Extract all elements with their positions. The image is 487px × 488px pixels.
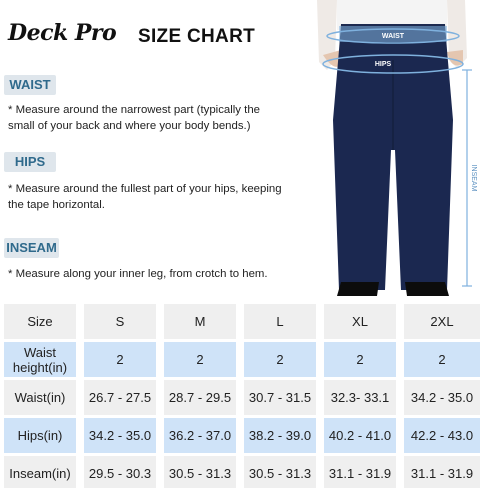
header-cell-size: Size bbox=[4, 304, 76, 339]
cell-hips-m: 36.2 - 37.0 bbox=[164, 418, 236, 453]
brand-logo: Deck Pro bbox=[8, 20, 117, 46]
cell-waist-m: 28.7 - 29.5 bbox=[164, 380, 236, 415]
inseam-tag: INSEAM bbox=[4, 238, 59, 258]
cell-hips-2xl: 42.2 - 43.0 bbox=[404, 418, 480, 453]
page-title: SIZE CHART bbox=[138, 26, 255, 47]
row-label-inseam: Inseam(in) bbox=[4, 456, 76, 488]
row-label-waist-height: Waist height(in) bbox=[4, 342, 76, 377]
header-cell-m: M bbox=[164, 304, 236, 339]
cell-waist-height-m: 2 bbox=[164, 342, 236, 377]
cell-hips-xl: 40.2 - 41.0 bbox=[324, 418, 396, 453]
waist-tag: WAIST bbox=[4, 75, 56, 95]
hips-tag: HIPS bbox=[4, 152, 56, 172]
cell-inseam-s: 29.5 - 30.3 bbox=[84, 456, 156, 488]
row-label-waist: Waist(in) bbox=[4, 380, 76, 415]
header-cell-xl: XL bbox=[324, 304, 396, 339]
cell-waist-s: 26.7 - 27.5 bbox=[84, 380, 156, 415]
cell-waist-l: 30.7 - 31.5 bbox=[244, 380, 316, 415]
cell-waist-2xl: 34.2 - 35.0 bbox=[404, 380, 480, 415]
header-cell-2xl: 2XL bbox=[404, 304, 480, 339]
inseam-figure-label: INSEAM bbox=[470, 164, 477, 192]
cell-inseam-2xl: 31.1 - 31.9 bbox=[404, 456, 480, 488]
row-label-hips: Hips(in) bbox=[4, 418, 76, 453]
waist-description: * Measure around the narrowest part (typically the small of your back and where your body bends.) bbox=[8, 104, 260, 132]
cell-waist-height-l: 2 bbox=[244, 342, 316, 377]
cell-waist-xl: 32.3- 33.1 bbox=[324, 380, 396, 415]
hips-figure-label: HIPS bbox=[374, 61, 392, 68]
cell-waist-height-2xl: 2 bbox=[404, 342, 480, 377]
cell-hips-l: 38.2 - 39.0 bbox=[244, 418, 316, 453]
cell-waist-height-xl: 2 bbox=[324, 342, 396, 377]
cell-inseam-xl: 31.1 - 31.9 bbox=[324, 456, 396, 488]
pants-model-illustration bbox=[297, 0, 487, 300]
cell-inseam-m: 30.5 - 31.3 bbox=[164, 456, 236, 488]
header-cell-l: L bbox=[244, 304, 316, 339]
left-shoe-shape bbox=[337, 282, 379, 296]
header-cell-s: S bbox=[84, 304, 156, 339]
cell-waist-height-s: 2 bbox=[84, 342, 156, 377]
right-shoe-shape bbox=[405, 282, 449, 296]
waist-figure-label: WAIST bbox=[381, 33, 405, 40]
cell-inseam-l: 30.5 - 31.3 bbox=[244, 456, 316, 488]
inseam-description: * Measure along your inner leg, from crotch to hem. bbox=[8, 268, 268, 280]
cell-hips-s: 34.2 - 35.0 bbox=[84, 418, 156, 453]
hips-description: * Measure around the fullest part of your hips, keeping the tape horizontal. bbox=[8, 183, 282, 211]
right-hand-shape bbox=[447, 50, 463, 66]
